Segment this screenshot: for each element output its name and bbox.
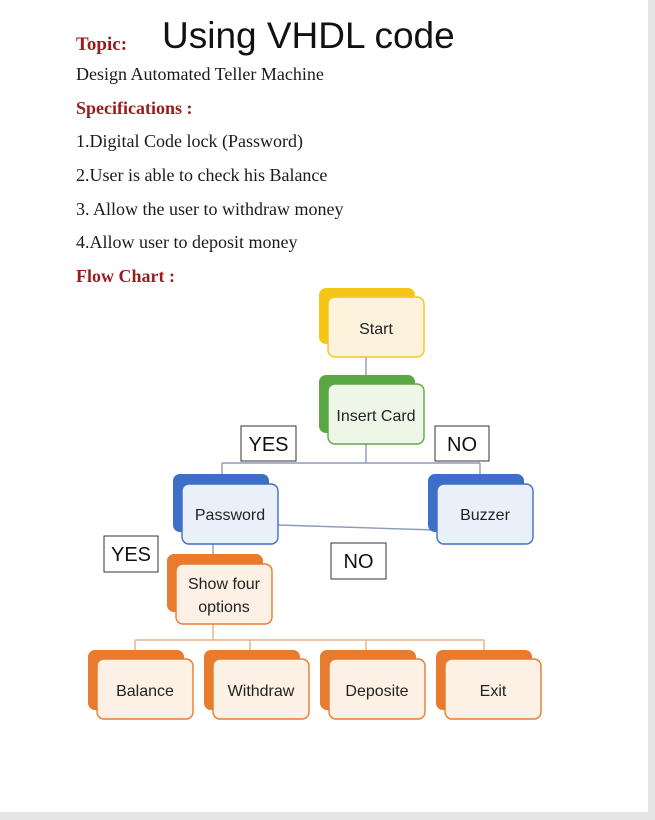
buzzer-label: Buzzer [460, 507, 510, 524]
insert-card-node [319, 375, 424, 444]
exit-node [436, 650, 541, 719]
spec-item: 1.Digital Code lock (Password) [76, 131, 303, 151]
deposite-node [320, 650, 425, 719]
show-options-label-line2: options [198, 599, 250, 616]
page-title: Using VHDL code [162, 15, 455, 56]
withdraw-label: Withdraw [227, 683, 295, 700]
buzzer-node [428, 474, 533, 544]
specifications-heading: Specifications : [76, 98, 193, 118]
no-label-box [435, 426, 489, 461]
show-options-node [167, 554, 272, 624]
insert-card-label: Insert Card [336, 408, 416, 425]
password-node [173, 474, 278, 544]
show-options-label-line1: Show four [187, 576, 261, 593]
password-label: Password [194, 507, 266, 524]
svg-text:NO: NO [447, 434, 477, 456]
withdraw-node [204, 650, 309, 719]
deposite-label: Deposite [345, 683, 409, 700]
yes-label-box [104, 536, 158, 572]
flow-chart-heading: Flow Chart : [76, 266, 175, 286]
exit-label: Exit [479, 683, 507, 700]
yes-label-box [241, 426, 296, 461]
balance-node [88, 650, 193, 719]
balance-label: Balance [116, 683, 174, 700]
option-connectors [135, 622, 484, 652]
start-node [319, 288, 424, 357]
svg-text:YES: YES [248, 434, 289, 456]
svg-text:YES: YES [110, 544, 152, 566]
topic-text: Design Automated Teller Machine [76, 64, 324, 84]
topic-label: Topic: [76, 34, 128, 55]
svg-text:NO: NO [343, 551, 374, 573]
no-label-box [331, 543, 386, 579]
start-label: Start [359, 321, 393, 338]
spec-item: 3. Allow the user to withdraw money [76, 199, 344, 219]
spec-item: 2.User is able to check his Balance [76, 165, 328, 185]
spec-item: 4.Allow user to deposit money [76, 232, 298, 252]
